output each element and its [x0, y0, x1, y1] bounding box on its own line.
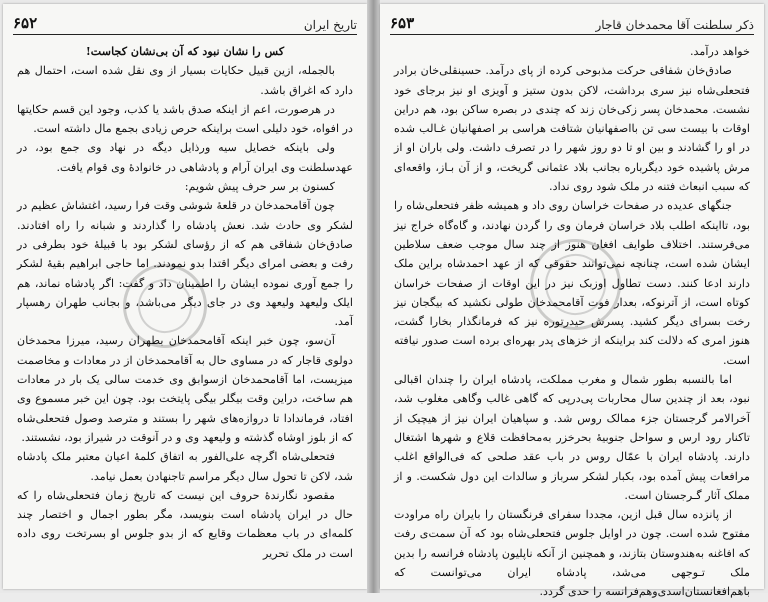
paragraph: چون آقامحمدخان در قلعهٔ شوشی وقت فرا رسید، اغتشاش عظیم در لشکر وی حادث شد. نعش پادشاه را گذاردند و شبانه را راه افتادند. صادق‌خان شفاقی هم که از رؤسای لشکر بود با قبیلهٔ خود بطرفی در رفت و بعضی امرای دیگر اقتدا بدو نمودند. اما حاجی ابراهیم بقیهٔ لشکر را جمع آوری نموده ایشان را اطمینان داد و گفت: اگر پادشاه نماند، هم ایلک ولیعهد ولیعهد وی در جای دیگر می‌باشد، و بجانب طهران رهسپار آمد.	[17, 199, 353, 329]
paragraph: جنگهای عدیده در صفحات خراسان روی داد و همیشه ظفر فتحعلی‌شاه را بود، تااینکه اطلب بلاد خراسان فرمان وی را گردن نهادند، و گاه‌گاه خراج نیز می‌فرستند. اختلاف طوایف افغان هنوز از چند سال موجب ضعف سلاطین ایشان شده است، چنانچه نمی‌توانند حقوقی که از عهد احمدشاه براین ملک دارند ادعا کنند. دست تطاول اوزبک نیز در این اوقات از صفحات خراسان کوتاه است، از آترنوکه، بعدار فوت آقامحمدخان طولی نکشید که بیگجان نیز رخت بسرای دیگر کشید. پسرش حیدرتوره نیز که فرمانگذار بخارا گشت، هنوز امری که دلالت کند براینکه از خزهای پدر بهره‌ای برده است صدور نیافته است.	[394, 199, 750, 367]
paragraph: ولی باینکه خصایل سیه ورذایل دیگه در نهاد وی جمع بود، در عهدسلطنت وی ایران آرام و پادشاهی در خانوادهٔ وی قوام یافت.	[17, 141, 353, 174]
paragraph: آن‌سو، چون خبر اینکه آقامحمدخان بطهران رسید، میرزا محمدخان دولوی قاجار که در مساوی حال به آقامحمدخان از در معادات و مخاصمت میزیست، اما آقامحمدخان ازسوابق وی خدمت سالی یک بار در معادات هم ساخت، دراین وقت بیگلر بیگی پایتخت بود. چون این خبر مسموع وی افتاد، فرماندادا تا دروازه‌های شهر را بستند و مترصد وصول فتحعلی‌شاه که از بلوز اوشاه گذشته و ولیعهد وی و در آنوقت در شیراز بود، نشستند.	[17, 334, 353, 444]
page-number: ۶۵۲	[13, 14, 38, 32]
page-number: ۶۵۳	[390, 14, 415, 32]
paragraph: مقصود نگارندهٔ حروف این نیست که تاریخ زمان فتحعلی‌شاه را که حال در ایران پادشاه است بنویسد، مگر بطور اجمال و اختصار چند کلمه‌ای در باب معظمات وقایع که از بدو جلوس او بسرتخت روی داده است در ملک تحریر	[17, 488, 353, 560]
paragraph: صادق‌خان شفاقی حرکت مذبوحی کرده از پای درآمد. حسینقلی‌خان برادر فتحعلی‌شاه نیز سری برداشت، لاکن بدون ستیز و آویزی او نیز برجای خود نشست. محمدخان پسر زکی‌خان زند که چندی در بصره ساکن بود، هم دراین اوقات با بیست سی تن بااصفهانیان شتافت هراسی بر اصفهانیان غـالب شده در او را گشادند و بین او تا دو روز شهر را در تصرف داشت. ولی باران او از مرش پاشیده خود دیگرباره بجانب بلاد عثمانی گریخت، و از آن بـاز، واقعه‌ای که سبب انبعاث فتنه در ملک شود روی نداد.	[394, 64, 750, 194]
right-page-header	[390, 10, 754, 32]
verse-line: کس را نشان نبود که آن بی‌نشان کجاست!	[85, 44, 285, 58]
running-title: ذکر سلطنت آقا محمدخان قاجار	[595, 18, 754, 32]
paragraph: در هرصورت، اعم از اینکه صدق باشد یا کذب، وجود این قسم حکایتها در افواه، خود دلیلی است براینکه حرص زیادی بجمع مال داشته است.	[17, 102, 353, 136]
running-title: تاریخ ایران	[303, 18, 357, 32]
left-page	[3, 4, 367, 589]
left-page-body	[17, 42, 353, 583]
header-rule	[390, 34, 754, 35]
paragraph: از پانزده سال قبل ازین، مجددا سفرای فرنگستان را بایران راه مراودت مفتوح شده است. چون در اوایل جلوس فتحعلی‌شاه بود که آن سمت‌ی رفت که افاغنه به‌هندوستان بتازند، و همچنین از آنکه ناپلیون پادشاه فرانسه را بدین ملک تـوجهی می‌شد، پادشاه ایران می‌توانست که باهم‌افغانستان‌اسدی‌وهم‌فرانسه را حدی گردد.	[394, 508, 750, 599]
right-page-body	[394, 42, 750, 599]
paragraph: بالجمله، ازین قبیل حکایات بسیار از وی نقل شده است، احتمال هم دارد که اغراق باشد.	[17, 64, 353, 97]
paragraph: خواهد درآمد.	[689, 45, 750, 58]
paragraph: اما بالنسبه بطور شمال و مغرب مملکت، پادشاه ایران را چندان اقبالی نبود، بعد از چندین سال محاربات پی‌درپی که گاهی غالب وگاهی مغلوب شد، آخرالامر گرجستان جزء ممالک روس شد. و سپاهیان ایران نیز از هیچیک از تاکنار رود ارس و سواحل جنوبیهٔ بحرخزر به‌محافظت قلاع و شهرها اشتغال دارند. پادشاه ایران با عمّال روس در باب عقد صلحی که فی‌الواقع اغلب مرافعات پیش آمده بود، بکبار لشکر سرباز و سالدات این دول شکست. و از مملک آثار گـرجستان است.	[394, 373, 750, 502]
book-gutter	[367, 0, 380, 593]
left-page-header	[13, 10, 357, 32]
right-page	[380, 4, 764, 599]
paragraph: فتحعلی‌شاه اگرچه علی‌الفور به اتفاق کلمهٔ اعیان معتبر ملک پادشاه شد، لاکن تا تحول سال دیگر مراسم تاجنهادن بعمل نیامد.	[17, 450, 353, 483]
header-rule	[13, 34, 357, 35]
paragraph: کسنون بر سر حرف پیش شویم:	[184, 180, 335, 194]
